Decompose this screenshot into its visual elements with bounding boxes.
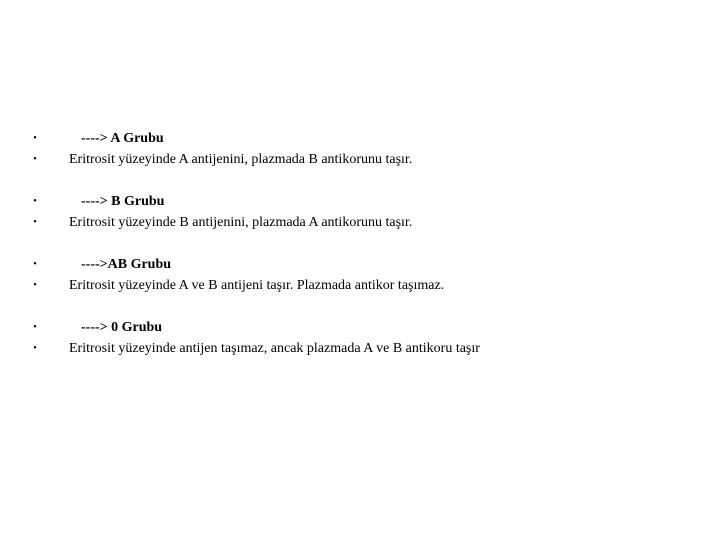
- blood-group-ab: [30, 254, 690, 296]
- bullet-icon: •: [33, 280, 37, 291]
- bullet-icon: •: [33, 217, 37, 228]
- list-item: [30, 275, 690, 296]
- group-description: Eritrosit yüzeyinde B antijenini, plazmada A antikorunu taşır.: [69, 215, 413, 230]
- list-item: [30, 128, 690, 149]
- list-item: [30, 149, 690, 170]
- list-item: [30, 254, 690, 275]
- list-item: [30, 191, 690, 212]
- blood-group-b: [30, 191, 690, 233]
- group-description: Eritrosit yüzeyinde A antijenini, plazmada B antikorunu taşır.: [69, 152, 413, 167]
- list-item: [30, 317, 690, 338]
- group-description: Eritrosit yüzeyinde A ve B antijeni taşır. Plazmada antikor taşımaz.: [69, 278, 445, 293]
- bullet-icon: •: [33, 343, 37, 354]
- blood-group-a: [30, 128, 690, 170]
- list-item: [30, 338, 690, 359]
- group-heading: ----> B Grubu: [81, 194, 165, 209]
- bullet-icon: •: [33, 154, 37, 165]
- bullet-icon: •: [33, 133, 37, 144]
- group-description: Eritrosit yüzeyinde antijen taşımaz, ancak plazmada A ve B antikoru taşır: [69, 341, 480, 356]
- group-heading: ----> 0 Grubu: [81, 320, 163, 335]
- bullet-icon: •: [33, 196, 37, 207]
- blood-group-0: [30, 317, 690, 359]
- bullet-icon: •: [33, 259, 37, 270]
- list-item: [30, 212, 690, 233]
- bullet-icon: •: [33, 322, 37, 333]
- group-heading: ----> A Grubu: [81, 131, 164, 146]
- group-heading: ---->AB Grubu: [81, 257, 172, 272]
